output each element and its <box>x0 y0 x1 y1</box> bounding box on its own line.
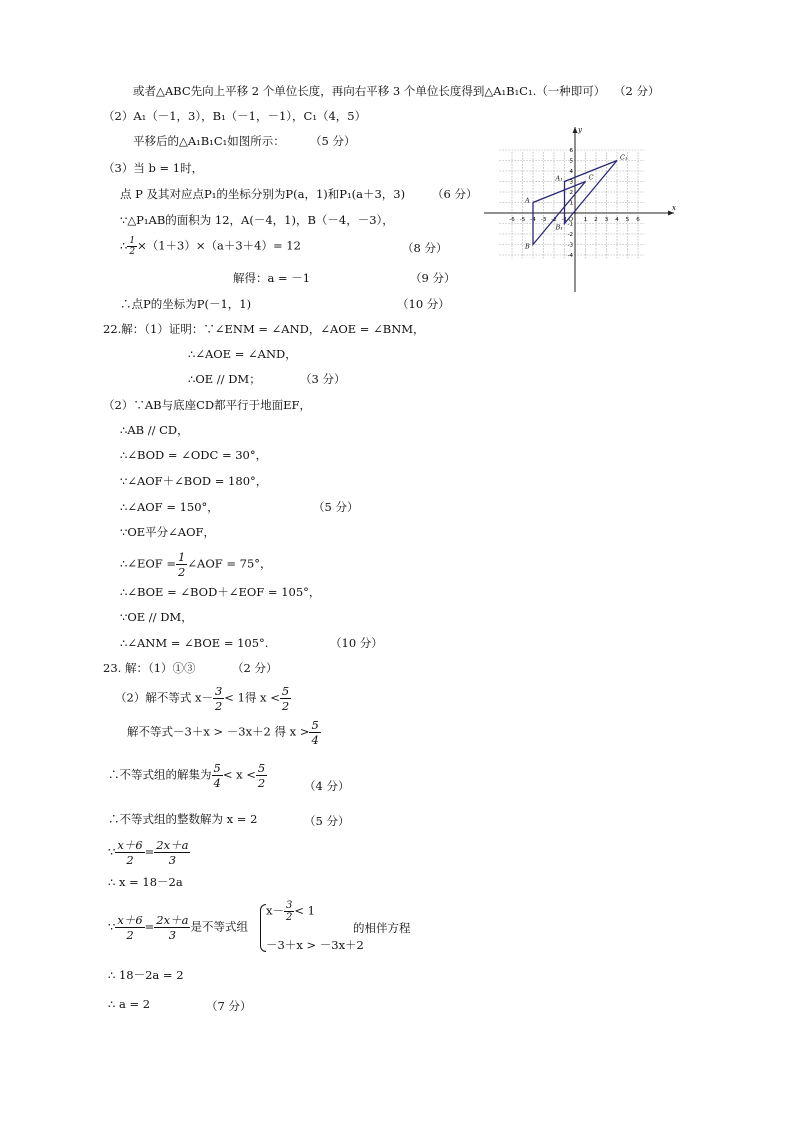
fraction: $\frac{x+6}{2}$ <box>117 913 143 942</box>
text-line: 23. 解：（1）①③ <box>103 661 196 675</box>
text-line: ∵△P₁AB的面积为 12，A(－4，1)，B（－4，－3）， <box>120 213 394 227</box>
fraction: $\frac{5}{2}$ <box>257 761 266 790</box>
text-line: ∴点P的坐标为P(－1，1) <box>120 297 252 311</box>
score: （2 分） <box>232 661 278 675</box>
score: （4 分） <box>304 779 350 793</box>
y-tick-label: 4 <box>569 169 573 175</box>
system-line-1: x－ $\frac{3}{2}$ < 1 <box>266 900 315 923</box>
text-line: 的相伴方程 <box>353 921 411 935</box>
vertex-label: C₁ <box>620 153 628 162</box>
equation-line: ∵ $\frac{x+6}{2}$ = $\frac{2x+a}{3}$ 是不等式组 <box>108 913 248 942</box>
fraction: $\frac{2x+a}{3}$ <box>156 838 189 867</box>
system-line-2: －3＋x > －3x＋2 <box>266 938 364 952</box>
x-axis-label: x <box>672 204 676 212</box>
fraction: $\frac{3}{2}$ <box>214 684 223 713</box>
y-tick-label: 3 <box>569 179 573 186</box>
y-tick-label: 5 <box>569 158 573 165</box>
vertex-label: A₁ <box>555 174 563 183</box>
text-line: （2）A₁（－1，3），B₁（－1，－1），C₁（4，5） <box>103 109 367 123</box>
fraction: $\frac{1}{2}$ <box>129 236 136 257</box>
score: （5 分） <box>310 134 356 148</box>
equation-line: ∴不等式组的解集为 $\frac{5}{4}$ < x < $\frac{5}{2}$ <box>108 761 266 790</box>
x-tick-label: -1 <box>561 217 568 223</box>
text-line: ∴ x = 18－2a <box>108 875 183 889</box>
y-tick-label: -3 <box>567 242 573 249</box>
origin-label: O <box>568 217 573 223</box>
x-tick-label: 6 <box>636 217 640 223</box>
text-line: 22.解：（1）证明：∵∠ENM = ∠AND，∠AOE = ∠BNM， <box>103 322 425 336</box>
score: （7 分） <box>206 999 252 1013</box>
fraction: $\frac{3}{2}$ <box>286 900 293 923</box>
text-line: ∴∠AOE = ∠AND， <box>188 347 297 361</box>
equation-line: ∵ $\frac{x+6}{2}$ = $\frac{2x+a}{3}$ <box>108 838 189 867</box>
text-line: （2）∵AB与底座CD都平行于地面EF， <box>103 398 311 412</box>
score: （2 分） <box>614 84 660 98</box>
x-tick-label: -4 <box>530 217 536 223</box>
score: （10 分） <box>330 636 383 650</box>
y-axis-label: y <box>578 126 582 134</box>
y-tick-label: 6 <box>569 148 573 154</box>
x-tick-label: -5 <box>519 217 526 223</box>
vertex-label: A <box>525 196 530 205</box>
text-line: 解得：a = －1 <box>233 271 311 285</box>
text-line: ∴∠BOD = ∠ODC = 30°， <box>120 448 268 462</box>
equation-line: 解不等式－3＋x > －3x＋2 得 x > $\frac{5}{4}$ <box>127 718 319 747</box>
vertex-label: B₁ <box>555 223 563 232</box>
text-line: ∴∠BOE = ∠BOD＋∠EOF = 105°， <box>120 585 321 599</box>
score: （10 分） <box>397 297 450 311</box>
text-line: ∴∠AOF = 150°， <box>120 500 219 514</box>
equation-line: ∴ $\frac{1}{2}$ ×（1＋3）×（a＋3＋4）= 12 <box>120 236 301 257</box>
text-line: ∵OE平分∠AOF， <box>120 525 215 539</box>
x-tick-label: 3 <box>604 217 609 223</box>
fraction: $\frac{5}{2}$ <box>281 684 290 713</box>
fraction: $\frac{1}{2}$ <box>178 550 186 579</box>
x-tick-label: -3 <box>540 217 547 223</box>
text-line: ∴OE // DM； <box>188 372 261 386</box>
x-tick-label: -6 <box>509 217 515 223</box>
text-line: ∴ a = 2 <box>108 997 151 1011</box>
score: （8 分） <box>402 241 448 255</box>
x-tick-label: 2 <box>594 217 598 223</box>
y-tick-label: -2 <box>567 232 573 238</box>
text-line: 或者△ABC先向上平移 2 个单位长度，再向右平移 3 个单位长度得到△A₁B₁C₁.（一种即可） <box>133 84 606 98</box>
vertex-label: B <box>525 242 530 251</box>
y-tick-label: 1 <box>569 200 573 207</box>
score: （5 分） <box>304 814 350 828</box>
y-axis-arrow <box>573 127 578 133</box>
text-line: ∵OE // DM， <box>120 610 193 624</box>
score: （3 分） <box>300 372 346 386</box>
x-tick-label: 5 <box>625 217 630 223</box>
y-tick-label: -4 <box>567 253 573 259</box>
fraction: $\frac{2x+a}{3}$ <box>156 913 189 942</box>
equation-line: ∴∠EOF = $\frac{1}{2}$ ∠AOF = 75°， <box>120 550 272 579</box>
coordinate-grid <box>482 124 678 296</box>
y-tick-label: 2 <box>569 190 573 196</box>
score: （9 分） <box>410 271 456 285</box>
text-line: ∴不等式组的整数解为 x = 2 <box>108 812 258 826</box>
fraction: $\frac{5}{4}$ <box>213 761 221 790</box>
text-line: 点 P 及其对应点P₁的坐标分别为P(a，1)和P₁(a＋3，3) <box>120 187 406 201</box>
text-line: 平移后的△A₁B₁C₁如图所示： <box>133 134 285 148</box>
text-line: ∴AB // CD， <box>120 423 189 437</box>
y-tick-label: -1 <box>567 221 573 228</box>
x-tick-label: 4 <box>615 217 619 223</box>
score: （5 分） <box>313 500 359 514</box>
score: （6 分） <box>432 187 478 201</box>
fraction: $\frac{5}{4}$ <box>311 718 319 747</box>
x-tick-label: 1 <box>583 217 588 223</box>
vertex-label: C <box>588 173 594 182</box>
text-line: ∴∠ANM = ∠BOE = 105°. <box>120 636 269 650</box>
text-line: ∴ 18－2a = 2 <box>108 968 184 982</box>
text-line: （3）当 b = 1时， <box>103 161 204 175</box>
equation-line: （2）解不等式 x－ $\frac{3}{2}$ < 1得 x < $\frac{5}{2}$ <box>115 684 290 713</box>
fraction: $\frac{x+6}{2}$ <box>117 838 143 867</box>
text-line: ∵∠AOF＋∠BOD = 180°， <box>120 474 268 488</box>
x-tick-label: -2 <box>551 217 557 223</box>
